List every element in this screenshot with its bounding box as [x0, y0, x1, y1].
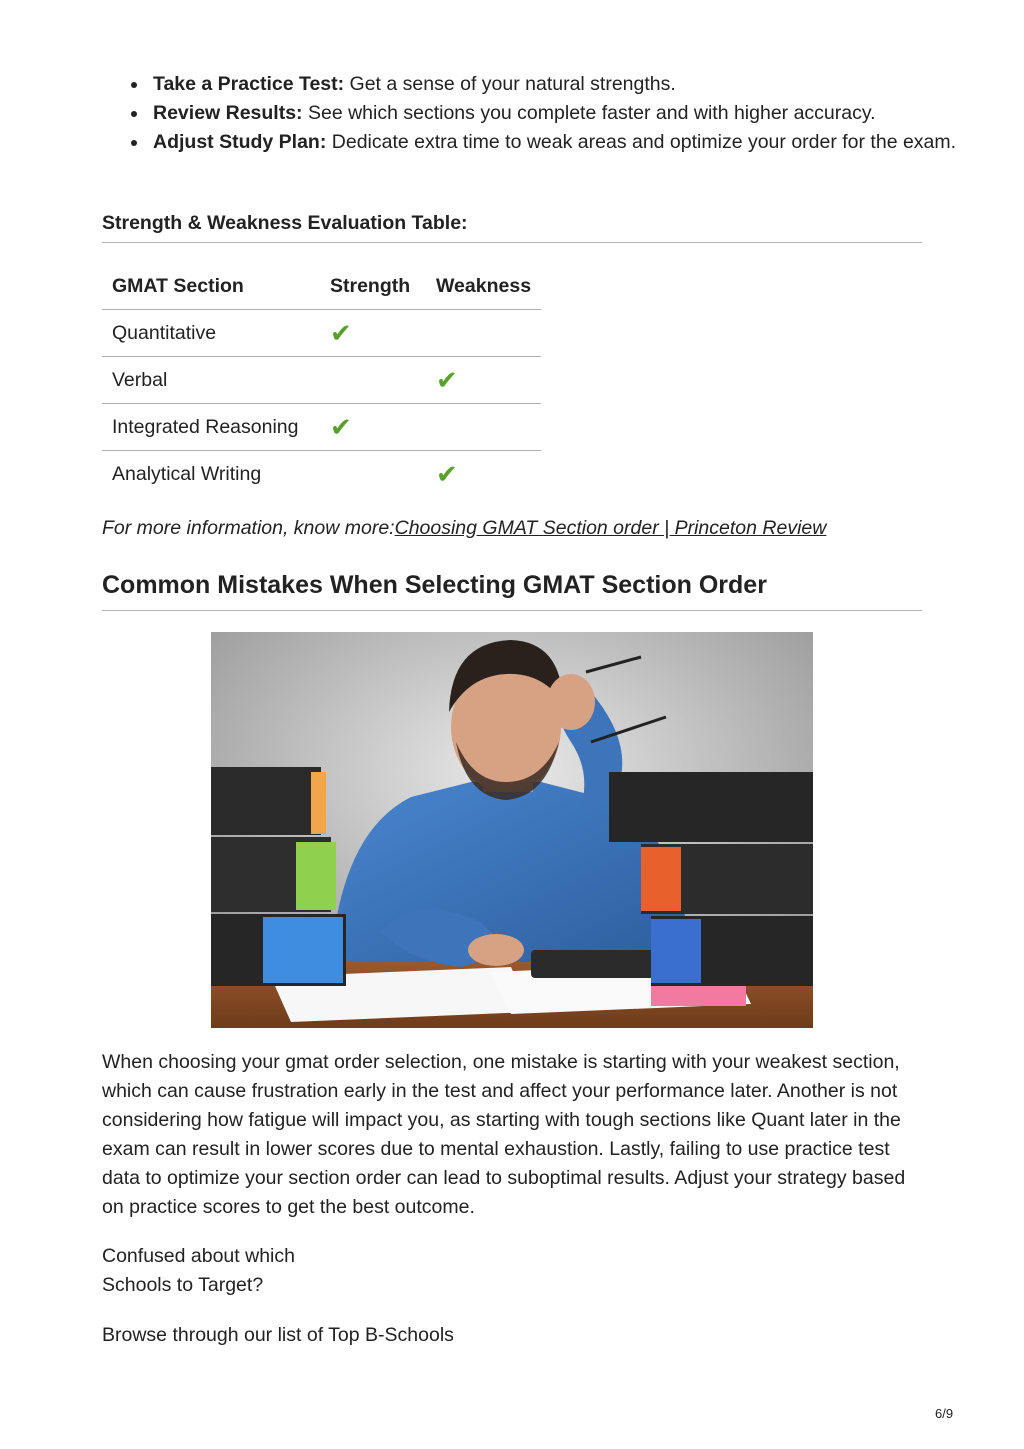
section-cell: Integrated Reasoning: [102, 404, 320, 451]
more-info-prefix: For more information, know more:: [102, 517, 395, 539]
strength-check-icon: ✔: [320, 310, 426, 357]
section-cell: Analytical Writing: [112, 462, 262, 485]
list-item: [153, 99, 983, 128]
section-cell: Quantitative: [102, 310, 320, 357]
bullet-icon: [131, 82, 137, 88]
table-row: [102, 451, 541, 498]
strength-check-icon: [320, 451, 426, 498]
column-header: Strength: [320, 263, 426, 310]
list-item-term: Take a Practice Test:: [153, 73, 345, 95]
confused-prompt: [102, 1242, 295, 1300]
page-number: 6/9: [935, 1406, 954, 1421]
list-item: [153, 128, 983, 157]
column-header: Weakness: [426, 263, 541, 310]
list-item-term: Review Results:: [153, 102, 303, 124]
bullet-icon: [131, 140, 137, 146]
weakness-check-icon: ✔: [436, 459, 458, 489]
divider: [102, 610, 922, 611]
section-heading: Common Mistakes When Selecting GMAT Section Order: [102, 571, 767, 599]
list-item-term: Adjust Study Plan:: [153, 131, 327, 153]
weakness-check-icon: [426, 310, 541, 357]
column-header: GMAT Section: [102, 263, 320, 310]
browse-schools-text: Browse through our list of Top B-Schools: [102, 1324, 454, 1346]
section-cell: Verbal: [102, 357, 320, 404]
evaluation-table: [102, 263, 541, 497]
list-item-text: Dedicate extra time to weak areas and optimize your order for the exam.: [326, 131, 957, 153]
table-row: [102, 310, 541, 357]
princeton-review-link[interactable]: Choosing GMAT Section order | Princeton Review: [394, 517, 827, 539]
weakness-check-icon: ✔: [426, 357, 541, 404]
strength-check-icon: [320, 357, 426, 404]
weakness-check-icon: [426, 404, 541, 451]
confused-line-1: Confused about which: [102, 1245, 295, 1267]
list-item-text: See which sections you complete faster and with higher accuracy.: [302, 102, 876, 124]
list-item: [153, 70, 983, 99]
table-title: Strength & Weakness Evaluation Table:: [102, 212, 468, 234]
table-row: [102, 404, 541, 451]
table-header-row: [102, 263, 541, 310]
confused-line-2: Schools to Target?: [102, 1274, 264, 1296]
more-info-line: [102, 517, 826, 540]
stressed-student-photo: [211, 632, 813, 1028]
table-row: [102, 357, 541, 404]
strength-check-icon: ✔: [320, 404, 426, 451]
bullet-icon: [131, 111, 137, 117]
divider: [102, 242, 922, 243]
body-paragraph: When choosing your gmat order selection, one mistake is starting with your weakest section, which can cause frustration early in the test and affect your performance later. Another is not considering how fatigue will impact you, as starting with tough sections like Quant later in the exam can result in lower scores due to mental exhaustion. Lastly, failing to use practice test data to optimize your section order can lead to suboptimal results. Adjust your strategy based on practice scores to get the best outcome.: [102, 1051, 906, 1218]
list-item-text: Get a sense of your natural strengths.: [344, 73, 676, 95]
tips-list: [102, 70, 983, 157]
